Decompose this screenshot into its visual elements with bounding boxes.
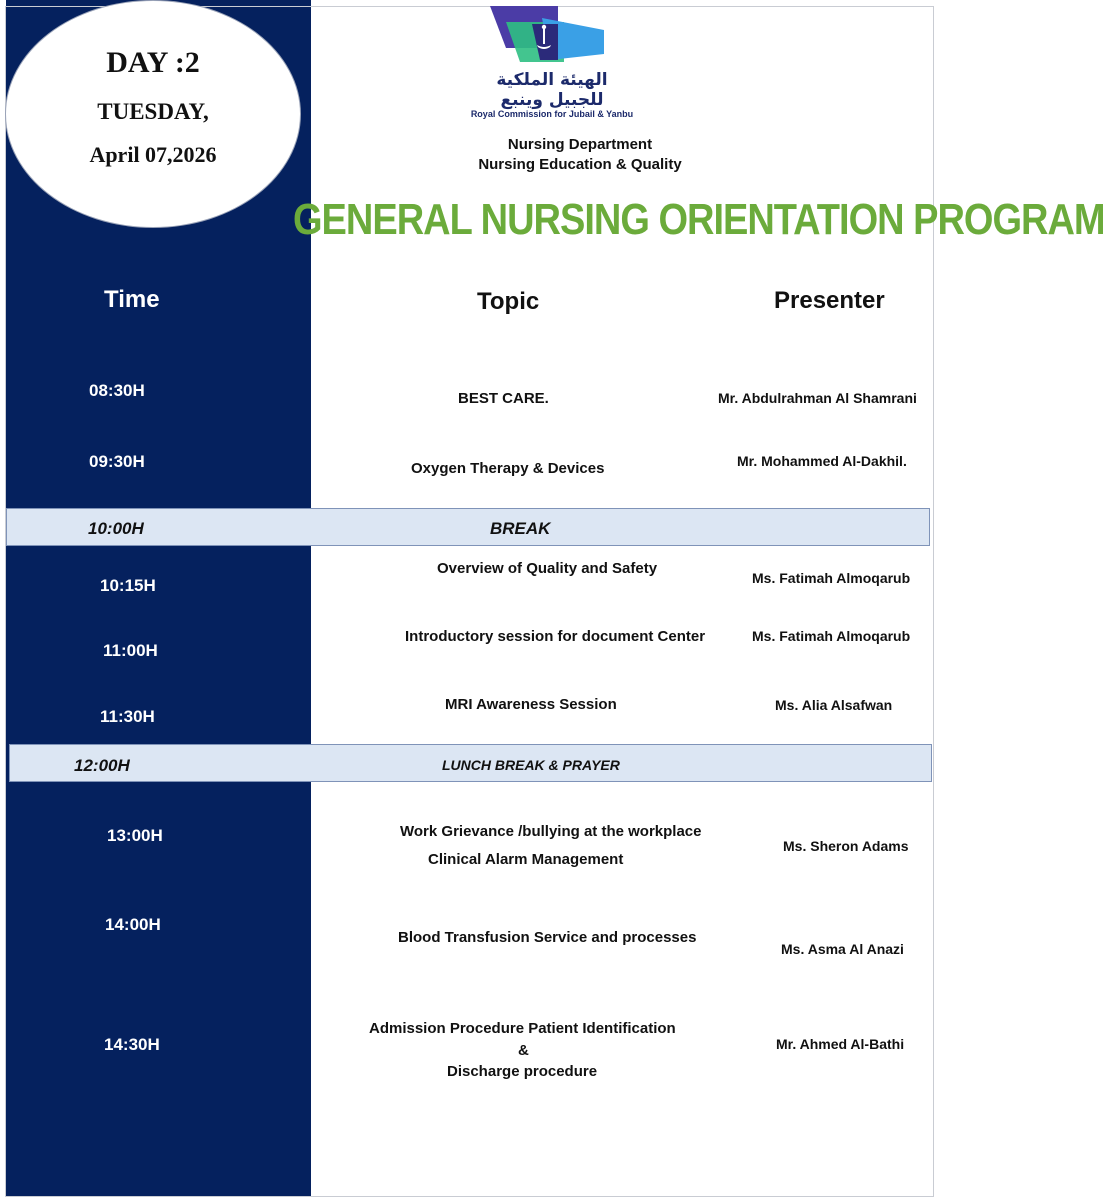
break-label: BREAK [490,519,551,538]
session-topic: BEST CARE. [458,390,549,407]
logo-arabic-name [454,70,650,110]
session-time: 11:30H [100,707,155,726]
column-header-time: Time [104,286,160,313]
column-header-topic: Topic [477,288,540,315]
session-presenter: Ms. Fatimah Almoqarub [752,628,911,644]
break-band [6,508,930,546]
session-topic: MRI Awareness Session [445,696,617,713]
session-presenter: Ms. Alia Alsafwan [775,697,893,713]
department-subunit: Nursing Education & Quality [478,156,682,173]
session-topic-line-2: Clinical Alarm Management [428,851,624,868]
logo-arabic-line-1: الهيئة الملكية [496,70,608,90]
session-presenter: Ms. Asma Al Anazi [781,941,904,957]
day-number: DAY :2 [106,46,200,79]
session-topic: Oxygen Therapy & Devices [411,460,605,477]
column-header-presenter: Presenter [774,287,885,314]
break-time: 12:00H [74,756,130,775]
session-time: 11:00H [103,641,158,660]
session-presenter: Mr. Mohammed Al-Dakhil. [737,453,907,469]
program-title: GENERAL NURSING ORIENTATION PROGRAM [293,196,1105,245]
day-date: April 07,2026 [89,142,217,167]
logo-arabic-line-2: للجبيل وينبع [500,90,604,110]
session-time: 09:30H [89,452,145,471]
session-time: 08:30H [89,381,145,400]
session-topic: Blood Transfusion Service and processes [398,929,697,946]
day-weekday: TUESDAY, [97,99,209,124]
session-topic: Admission Procedure Patient Identification [369,1020,676,1037]
break-label: LUNCH BREAK & PRAYER [442,757,620,773]
session-time: 14:00H [105,915,161,934]
session-time: 13:00H [107,826,163,845]
break-time: 10:00H [88,519,144,538]
logo-english-name: Royal Commission for Jubail & Yanbu [470,109,634,119]
session-topic: Overview of Quality and Safety [437,560,658,577]
session-presenter: Ms. Fatimah Almoqarub [752,570,911,586]
department-name: Nursing Department [507,136,653,153]
session-presenter: Mr. Ahmed Al-Bathi [776,1036,905,1052]
session-time: 10:15H [100,576,156,595]
session-presenter: Mr. Abdulrahman Al Shamrani [718,390,917,406]
session-topic: Work Grievance /bullying at the workplace [400,823,702,840]
session-topic: Introductory session for document Center [405,628,706,645]
session-presenter: Ms. Sheron Adams [783,838,909,854]
session-time: 14:30H [104,1035,160,1054]
session-topic-line-3: Discharge procedure [447,1063,598,1080]
session-topic-line-2: & [518,1042,529,1059]
